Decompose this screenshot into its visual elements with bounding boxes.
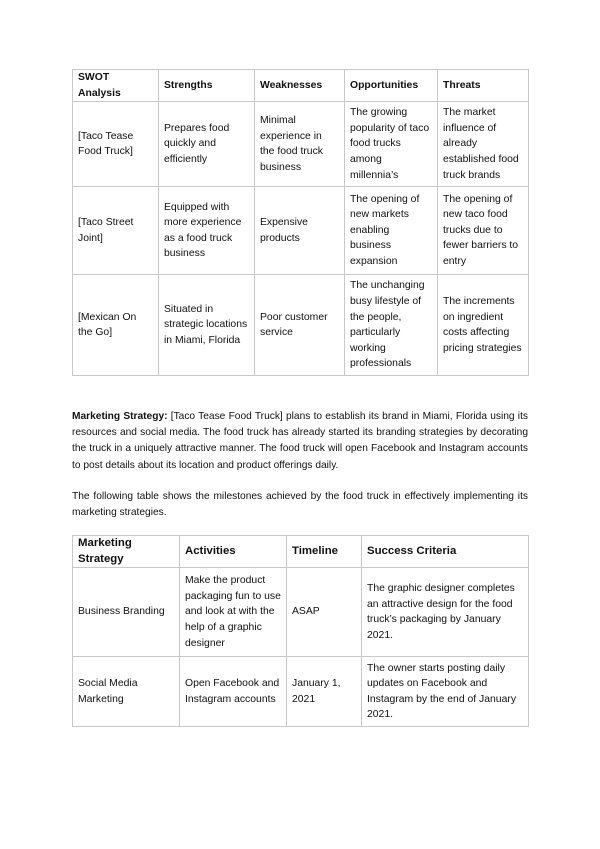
table-cell: The opening of new taco food trucks due to fewer barriers to entry [438, 187, 529, 275]
table-cell: Poor customer service [255, 275, 345, 376]
table-row [73, 102, 529, 187]
marketing-strategy-label: Marketing Strategy: [72, 411, 168, 422]
table-cell: The opening of new markets enabling business expansion [345, 187, 438, 275]
marketing-table [72, 535, 529, 727]
swot-header-cell: Weaknesses [255, 70, 345, 102]
marketing-header-cell: Timeline [287, 536, 362, 568]
table-cell: [Taco Street Joint] [73, 187, 159, 275]
table-cell: Equipped with more experience as a food truck business [159, 187, 255, 275]
table-cell: The increments on ingredient costs affecting pricing strategies [438, 275, 529, 376]
table-cell: The graphic designer completes an attractive design for the food truck’s packaging by January 2021. [362, 568, 529, 657]
milestones-intro-paragraph: The following table shows the milestones achieved by the food truck in effectively implementing its marketing strategies. [72, 491, 528, 519]
table-cell: Business Branding [73, 568, 180, 657]
marketing-strategy-paragraph [72, 409, 528, 474]
table-cell: The growing popularity of taco food trucks among millennia’s [345, 102, 438, 187]
table-cell: January 1, 2021 [287, 657, 362, 727]
swot-header-cell: Threats [438, 70, 529, 102]
swot-header-cell: Strengths [159, 70, 255, 102]
marketing-header-cell: Success Criteria [362, 536, 529, 568]
marketing-header-cell: Activities [180, 536, 287, 568]
table-cell: Minimal experience in the food truck business [255, 102, 345, 187]
marketing-header-cell: Marketing Strategy [73, 536, 180, 568]
swot-table [72, 69, 529, 376]
marketing-strategy-text: [Taco Tease Food Truck] plans to establish its brand in Miami, Florida using its resources and social media. The food truck has already started its branding strategies by decorating the truck in a uniquely attractive manner. The food truck will open Facebook and Instagram accounts to post details about its location and product offerings daily. [72, 411, 528, 471]
table-cell: Situated in strategic locations in Miami, Florida [159, 275, 255, 376]
swot-header-cell: SWOT Analysis [73, 70, 159, 102]
table-row [73, 568, 529, 657]
table-row [73, 275, 529, 376]
table-row [73, 657, 529, 727]
swot-header-cell: Opportunities [345, 70, 438, 102]
table-cell: ASAP [287, 568, 362, 657]
table-cell: Social Media Marketing [73, 657, 180, 727]
table-cell: Expensive products [255, 187, 345, 275]
marketing-header-row [73, 536, 529, 568]
table-cell: [Mexican On the Go] [73, 275, 159, 376]
swot-header-row [73, 70, 529, 102]
table-cell: Prepares food quickly and efficiently [159, 102, 255, 187]
table-cell: Open Facebook and Instagram accounts [180, 657, 287, 727]
table-cell: The owner starts posting daily updates on Facebook and Instagram by the end of January 2021. [362, 657, 529, 727]
table-row [73, 187, 529, 275]
table-cell: The unchanging busy lifestyle of the people, particularly working professionals [345, 275, 438, 376]
table-cell: Make the product packaging fun to use and look at with the help of a graphic designer [180, 568, 287, 657]
table-cell: [Taco Tease Food Truck] [73, 102, 159, 187]
table-cell: The market influence of already established food truck brands [438, 102, 529, 187]
